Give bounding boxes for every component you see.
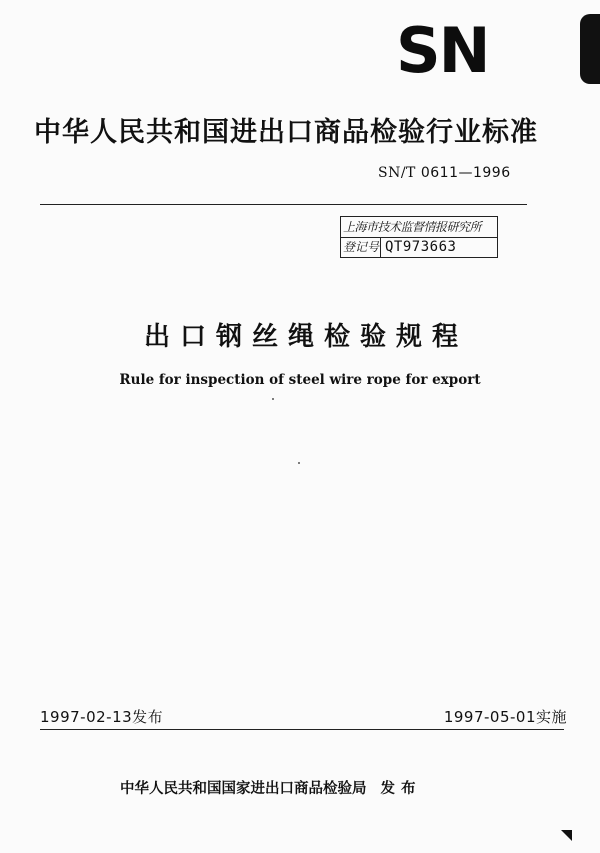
- stamp-reg-label: 登记号: [341, 238, 381, 257]
- stamp-institute: 上海市技术监督情报研究所: [341, 217, 497, 238]
- implementation-date: 1997-05-01实施: [443, 708, 567, 726]
- publisher-name: 中华人民共和国国家进出口商品检验局: [120, 781, 367, 797]
- sn-logo: SN: [396, 14, 489, 87]
- document-subtitle: Rule for inspection of steel wire rope for export: [119, 372, 481, 388]
- header-title: 中华人民共和国进出口商品检验行业标准: [34, 117, 538, 148]
- standard-code: [378, 165, 511, 181]
- standard-code-number: 0611—1996: [420, 165, 511, 181]
- top-divider: [40, 204, 527, 205]
- page-edge-mark: [580, 14, 600, 84]
- stamp-reg-value: QT973663: [385, 239, 457, 255]
- issue-date: 1997-02-13发布: [40, 708, 164, 726]
- scan-speck: [298, 462, 300, 464]
- publisher-action: 发布: [380, 781, 422, 797]
- bottom-divider: [40, 729, 564, 730]
- document-title: 出口钢丝绳检验规程: [143, 322, 468, 352]
- registration-stamp: [340, 216, 498, 258]
- standard-code-prefix: SN/T: [378, 165, 416, 181]
- publisher: [120, 777, 422, 798]
- corner-mark: [561, 830, 572, 841]
- scan-speck: [272, 398, 274, 400]
